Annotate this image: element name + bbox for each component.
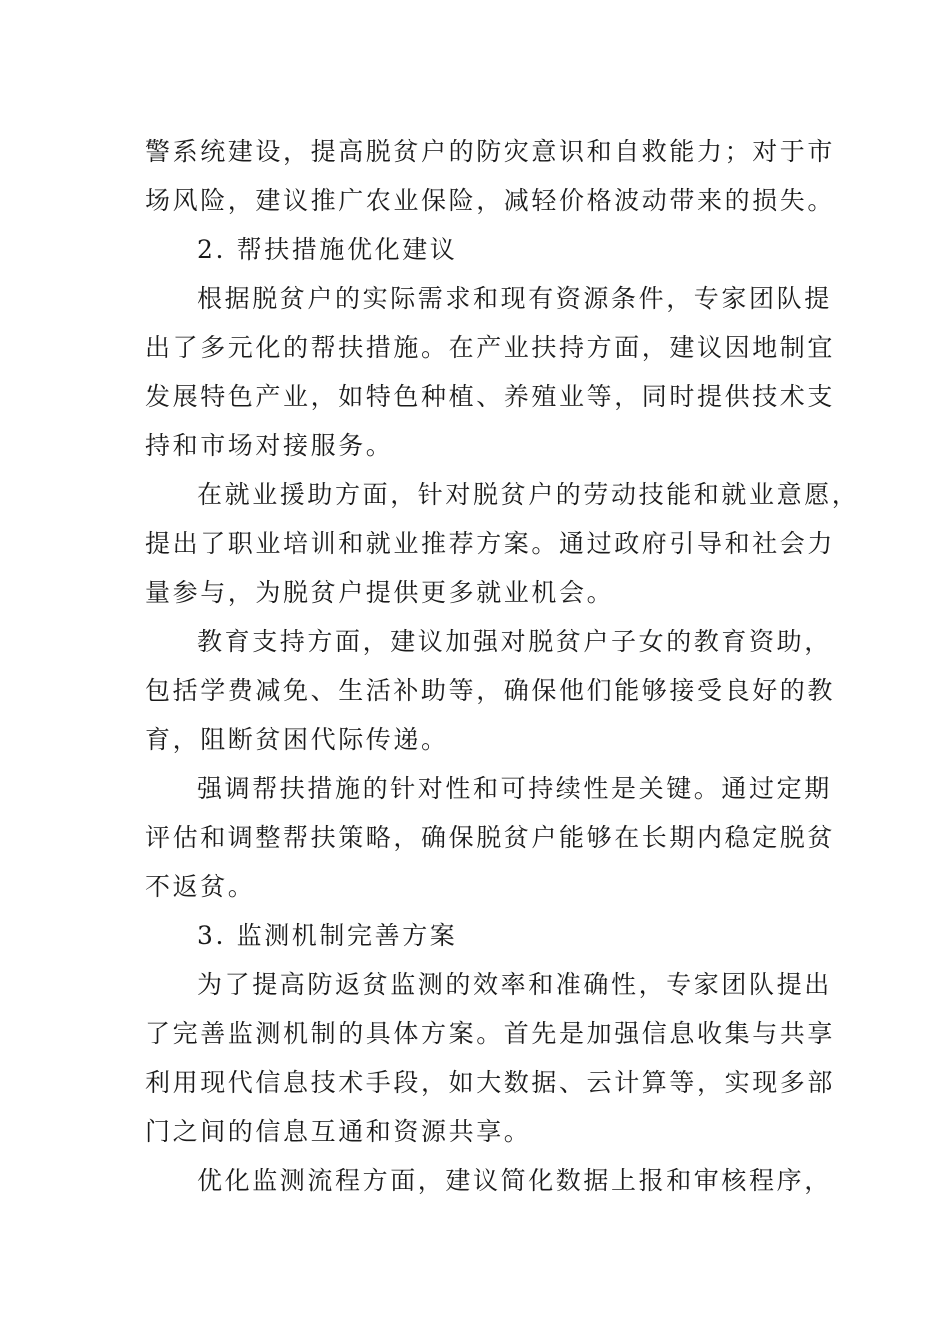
- text-line: 场风险，建议推广农业保险，减轻价格波动带来的损失。: [145, 186, 836, 215]
- text-line: 不返贫。: [145, 872, 256, 901]
- text-line: 评估和调整帮扶策略，确保脱贫户能够在长期内稳定脱贫: [145, 823, 836, 852]
- text-line: 警系统建设，提高脱贫户的防灾意识和自救能力；对于市: [145, 137, 836, 166]
- paragraph-start: 教育支持方面，建议加强对脱贫户子女的教育资助，: [197, 627, 832, 656]
- section-heading: 3. 监测机制完善方案: [197, 921, 458, 950]
- text-line: 了完善监测机制的具体方案。首先是加强信息收集与共享: [145, 1019, 836, 1048]
- text-line: 提出了职业培训和就业推荐方案。通过政府引导和社会力: [145, 529, 836, 558]
- text-line: 育，阻断贫困代际传递。: [145, 725, 449, 754]
- section-heading: 2. 帮扶措施优化建议: [197, 235, 458, 264]
- paragraph-start: 在就业援助方面，针对脱贫户的劳动技能和就业意愿，: [197, 480, 860, 509]
- text-line: 门之间的信息互通和资源共享。: [145, 1117, 532, 1146]
- text-line: 出了多元化的帮扶措施。在产业扶持方面，建议因地制宜: [145, 333, 836, 362]
- text-line: 发展特色产业，如特色种植、养殖业等，同时提供技术支: [145, 382, 836, 411]
- paragraph-start: 根据脱贫户的实际需求和现有资源条件，专家团队提: [197, 284, 832, 313]
- text-line: 包括学费减免、生活补助等，确保他们能够接受良好的教: [145, 676, 836, 705]
- text-line: 量参与，为脱贫户提供更多就业机会。: [145, 578, 615, 607]
- text-line: 持和市场对接服务。: [145, 431, 394, 460]
- text-line: 利用现代信息技术手段，如大数据、云计算等，实现多部: [145, 1068, 836, 1097]
- paragraph-start: 优化监测流程方面，建议简化数据上报和审核程序，: [197, 1166, 832, 1195]
- paragraph-start: 强调帮扶措施的针对性和可持续性是关键。通过定期: [197, 774, 832, 803]
- document-body: [145, 127, 860, 1205]
- paragraph-start: 为了提高防返贫监测的效率和准确性，专家团队提出: [197, 970, 832, 999]
